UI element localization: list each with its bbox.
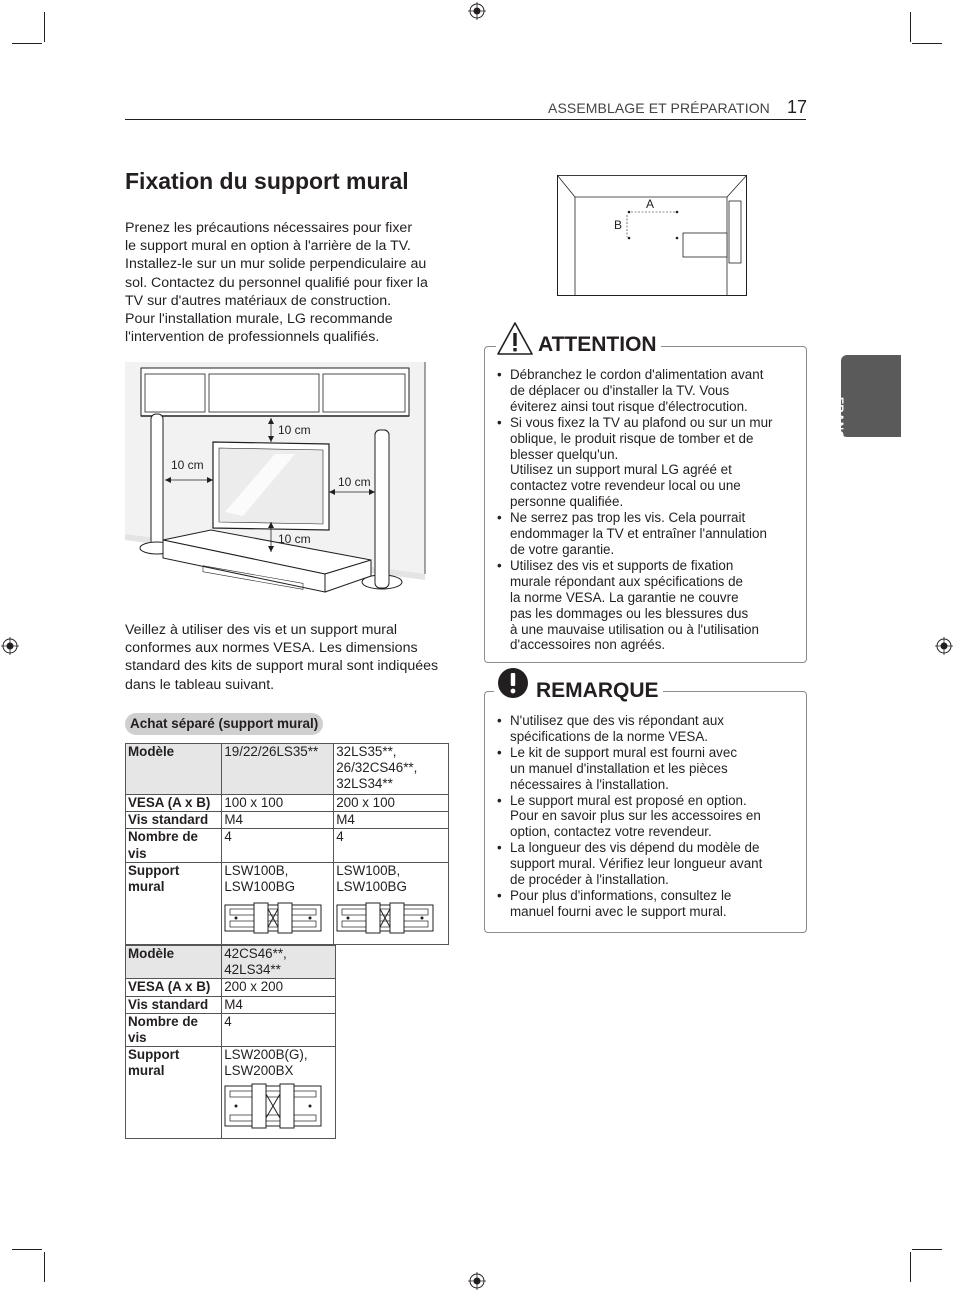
table-cell: 200 x 100 (334, 795, 449, 812)
crop-mark (12, 43, 42, 44)
list-item: • La longueur des vis dépend du modèle de support mural. Vérifiez leur longueur avant de procéder à l'installation. (497, 840, 797, 888)
table-row (126, 996, 336, 1013)
attention-list (497, 367, 797, 653)
crop-mark (12, 1249, 42, 1250)
crop-mark (910, 12, 911, 42)
vesa-line: conformes aux normes VESA. Les dimensions (125, 640, 418, 657)
intro-line: TV sur d'autres matériaux de construction. (125, 292, 392, 309)
registration-mark-icon (468, 1272, 486, 1290)
wall-bracket-icon (224, 901, 322, 935)
intro-line: le support mural en option à l'arrière de la TV. (125, 238, 411, 255)
vesa-b-label: B (614, 218, 623, 232)
row-label: Modèle (126, 946, 222, 979)
vesa-line: standard des kits de support mural sont indiquées (125, 658, 439, 675)
wall-clearance-illustration (125, 362, 430, 594)
table-cell: 4 (334, 829, 449, 862)
attention-title: ATTENTION (534, 333, 661, 357)
registration-mark-icon (935, 637, 953, 655)
table-cell: 32LS35**, 26/32CS46**, 32LS34** (334, 744, 449, 795)
remarque-title: REMARQUE (532, 679, 663, 703)
table-cell: LSW100B, LSW100BG (334, 862, 449, 944)
row-label: Nombre de vis (126, 829, 222, 862)
row-label: Vis standard (126, 996, 222, 1013)
crop-mark (44, 1252, 45, 1282)
table-cell: 42CS46**, 42LS34** (222, 946, 336, 979)
list-item: • Si vous fixez la TV au plafond ou sur un mur oblique, le produit risque de tomber et de blesser quelqu'un. Utilisez un support mural LG agréé et contactez votre revendeur local ou une personne qualifiée. (497, 415, 797, 510)
table-row (126, 1047, 336, 1139)
registration-mark-icon (468, 2, 486, 20)
clearance-top-label: 10 cm (278, 423, 311, 437)
list-item: • Pour plus d'informations, consultez le manuel fourni avec le support mural. (497, 888, 797, 920)
crop-mark (912, 1249, 942, 1250)
warning-triangle-icon (496, 321, 534, 357)
crop-mark (912, 43, 942, 44)
wall-bracket-icon (224, 1082, 322, 1130)
list-item: • Le support mural est proposé en option. Pour en savoir plus sur les accessoires en option, contactez votre revendeur. (497, 793, 797, 841)
section-header: ASSEMBLAGE ET PRÉPARATION (548, 100, 770, 116)
table-cell: M4 (222, 812, 334, 829)
vesa-a-label: A (646, 197, 655, 211)
clearance-left-label: 10 cm (171, 458, 204, 472)
crop-mark (910, 1252, 911, 1282)
list-item: • N'utilisez que des vis répondant aux spécifications de la norme VESA. (497, 713, 797, 745)
table-row (126, 812, 449, 829)
remarque-list (497, 713, 797, 920)
clearance-bottom-label: 10 cm (278, 532, 311, 546)
table-cell: 4 (222, 1013, 336, 1046)
table-cell: M4 (334, 812, 449, 829)
intro-paragraph (125, 219, 450, 346)
vesa-line: Veillez à utiliser des vis et un support mural (125, 622, 398, 638)
row-label: VESA (A x B) (126, 795, 222, 812)
list-item: • Le kit de support mural est fourni avec un manuel d'installation et les pièces nécessaires à l'installation. (497, 745, 797, 793)
row-label: Nombre de vis (126, 1013, 222, 1046)
table-row (126, 946, 336, 979)
list-item: • Débranchez le cordon d'alimentation avant de déplacer ou d'installer la TV. Vous éviterez ainsi tout risque d'électrocution. (497, 367, 797, 415)
list-item: • Ne serrez pas trop les vis. Cela pourrait endommager la TV et entraîner l'annulation de votre garantie. (497, 510, 797, 558)
table-cell: 19/22/26LS35** (222, 744, 334, 795)
row-label: Vis standard (126, 812, 222, 829)
table-cell: LSW200B(G), LSW200BX (222, 1047, 336, 1139)
info-exclamation-icon (494, 666, 532, 704)
row-label: Support mural (126, 862, 222, 944)
intro-line: Installez-le sur un mur solide perpendiculaire au (125, 256, 427, 273)
intro-line: Prenez les précautions nécessaires pour fixer (125, 220, 413, 236)
language-tab-label: FRANÇAIS (832, 397, 844, 460)
table-row (126, 795, 449, 812)
table-row (126, 1013, 336, 1046)
language-tab (832, 355, 901, 460)
crop-mark (44, 12, 45, 42)
wall-bracket-icon (336, 901, 434, 935)
row-label: Modèle (126, 744, 222, 795)
table-cell: M4 (222, 996, 336, 1013)
vesa-paragraph (125, 621, 455, 694)
table-row (126, 979, 336, 996)
table-cell: 4 (222, 829, 334, 862)
table-row (126, 829, 449, 862)
row-label: VESA (A x B) (126, 979, 222, 996)
page-number: 17 (787, 97, 808, 117)
registration-mark-icon (1, 637, 19, 655)
purchase-label: Achat séparé (support mural) (125, 713, 323, 735)
table-row (126, 862, 449, 944)
intro-line: Pour l'installation murale, LG recommande (125, 311, 393, 328)
table-cell: 100 x 100 (222, 795, 334, 812)
list-item: • Utilisez des vis et supports de fixation murale répondant aux spécifications de la norme VESA. La garantie ne couvre pas les dommages ou les blessures dus à une mauvaise utilisation ou à l'utilisation d'accessoires non agréés. (497, 558, 797, 653)
intro-line: sol. Contactez du personnel qualifié pour fixer la (125, 274, 428, 291)
table-cell: 200 x 200 (222, 979, 336, 996)
spec-table-1 (125, 743, 449, 945)
clearance-right-label: 10 cm (338, 475, 371, 489)
intro-line: l'intervention de professionnels qualifiés. (125, 329, 380, 346)
table-cell: LSW100B, LSW100BG (222, 862, 334, 944)
header-rule (125, 119, 806, 120)
vesa-dimension-diagram (557, 175, 747, 296)
table-row (126, 744, 449, 795)
spec-table-2 (125, 945, 336, 1139)
row-label: Support mural (126, 1047, 222, 1139)
vesa-line: dans le tableau suivant. (125, 676, 275, 693)
page-title: Fixation du support mural (125, 168, 409, 194)
